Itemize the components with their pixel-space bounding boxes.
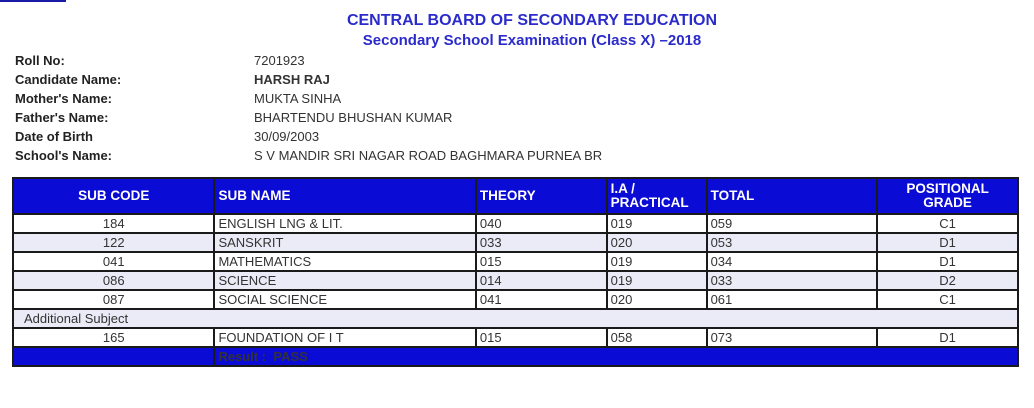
table-row xyxy=(13,252,1018,271)
ia-cell: 019 xyxy=(607,271,707,290)
sub-name-cell: MATHEMATICS xyxy=(214,252,475,271)
ia-cell: 019 xyxy=(607,252,707,271)
sub-code-cell: 122 xyxy=(13,233,214,252)
marks-table xyxy=(12,177,1019,367)
sub-code-cell: 086 xyxy=(13,271,214,290)
theory-cell: 041 xyxy=(476,290,607,309)
sub-code-cell: 087 xyxy=(13,290,214,309)
sub-name-cell: SOCIAL SCIENCE xyxy=(214,290,475,309)
total-cell: 073 xyxy=(707,328,878,347)
sub-name-cell: FOUNDATION OF I T xyxy=(214,328,475,347)
ia-cell: 020 xyxy=(607,290,707,309)
dob-value: 30/09/2003 xyxy=(254,129,320,144)
result-value: PASS xyxy=(273,349,308,364)
total-cell: 061 xyxy=(707,290,878,309)
theory-cell: 015 xyxy=(476,252,607,271)
board-title: CENTRAL BOARD OF SECONDARY EDUCATION xyxy=(346,12,718,29)
grade-cell: D2 xyxy=(877,271,1018,290)
col-header-ia-line2: PRACTICAL xyxy=(610,195,689,210)
candidate-name-value: HARSH RAJ xyxy=(254,72,330,87)
total-cell: 053 xyxy=(707,233,878,252)
roll-no-label: Roll No: xyxy=(15,53,65,68)
theory-cell: 033 xyxy=(476,233,607,252)
table-row xyxy=(13,233,1018,252)
candidate-name-label: Candidate Name: xyxy=(15,72,122,87)
sub-code-cell: 165 xyxy=(13,328,214,347)
total-cell: 034 xyxy=(707,252,878,271)
grade-cell: D1 xyxy=(877,328,1018,347)
table-header-row xyxy=(13,178,1018,214)
father-name-label: Father's Name: xyxy=(15,110,109,125)
grade-cell: C1 xyxy=(877,290,1018,309)
roll-no-value: 7201923 xyxy=(254,53,305,68)
total-cell: 059 xyxy=(707,214,878,233)
mother-name-value: MUKTA SINHA xyxy=(254,91,342,106)
grade-cell: D1 xyxy=(877,252,1018,271)
col-header-total: TOTAL xyxy=(707,178,878,214)
ia-cell: 020 xyxy=(607,233,707,252)
result-label: Result : xyxy=(218,349,267,364)
theory-cell: 015 xyxy=(476,328,607,347)
sub-name-cell: SCIENCE xyxy=(214,271,475,290)
additional-subject-label: Additional Subject xyxy=(13,309,1018,328)
grade-cell: C1 xyxy=(877,214,1018,233)
sub-name-cell: ENGLISH LNG & LIT. xyxy=(214,214,475,233)
result-row xyxy=(13,347,1018,366)
top-edge-bar xyxy=(0,0,66,2)
col-header-grade: POSITIONAL GRADE xyxy=(877,178,1018,214)
dob-label: Date of Birth xyxy=(15,129,93,144)
sub-name-cell: SANSKRIT xyxy=(214,233,475,252)
result-spacer-cell xyxy=(13,347,214,366)
col-header-theory: THEORY xyxy=(476,178,607,214)
theory-cell: 040 xyxy=(476,214,607,233)
col-header-ia-line1: I.A / xyxy=(610,181,635,196)
col-header-sub-name: SUB NAME xyxy=(214,178,475,214)
table-row xyxy=(13,214,1018,233)
total-cell: 033 xyxy=(707,271,878,290)
col-header-sub-code: SUB CODE xyxy=(13,178,214,214)
sub-code-cell: 041 xyxy=(13,252,214,271)
exam-title: Secondary School Examination (Class X) –2018 xyxy=(362,32,702,49)
sub-code-cell: 184 xyxy=(13,214,214,233)
table-row xyxy=(13,328,1018,347)
father-name-value: BHARTENDU BHUSHAN KUMAR xyxy=(254,110,453,125)
col-header-ia-practical xyxy=(607,178,707,214)
table-row xyxy=(13,271,1018,290)
school-name-label: School's Name: xyxy=(15,148,113,163)
result-cell xyxy=(214,347,1018,366)
ia-cell: 019 xyxy=(607,214,707,233)
table-row xyxy=(13,290,1018,309)
ia-cell: 058 xyxy=(607,328,707,347)
mother-name-label: Mother's Name: xyxy=(15,91,112,106)
school-name-value: S V MANDIR SRI NAGAR ROAD BAGHMARA PURNEA BR xyxy=(254,148,603,163)
theory-cell: 014 xyxy=(476,271,607,290)
grade-cell: D1 xyxy=(877,233,1018,252)
additional-subject-row xyxy=(13,309,1018,328)
